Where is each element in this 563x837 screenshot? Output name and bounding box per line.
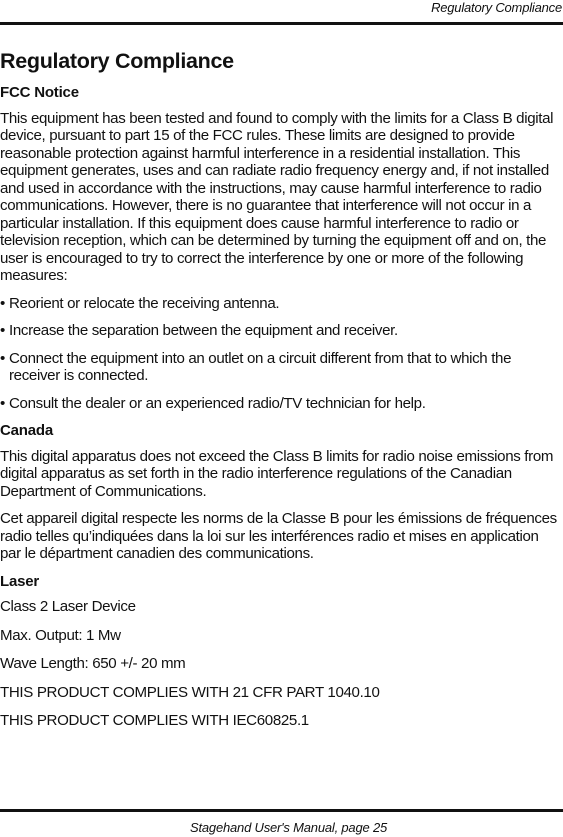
laser-line: THIS PRODUCT COMPLIES WITH 21 CFR PART 1040.10 — [0, 683, 380, 701]
fcc-heading: FCC Notice — [0, 84, 79, 101]
laser-heading: Laser — [0, 572, 40, 590]
bullet-text: Connect the equipment into an outlet on a circuit different from that to which the receiver is connected. — [9, 349, 512, 384]
page-title: Regulatory Compliance — [0, 49, 234, 73]
canada-paragraph-fr: Cet appareil digital respecte les norms de la Classe B pour les émissions de fréquences radio telles qu’indiquées dans la loi sur les interférences radio et mises en application par le départment canadien des communications. — [0, 510, 557, 562]
laser-line: Wave Length: 650 +/- 20 mm — [0, 655, 186, 672]
bullet-mark: • — [0, 322, 5, 339]
list-item — [0, 395, 560, 413]
bullet-text: Reorient or relocate the receiving antenna. — [9, 294, 280, 312]
list-item — [0, 350, 560, 385]
canada-heading: Canada — [0, 422, 53, 439]
running-header: Regulatory Compliance — [431, 0, 562, 15]
bullet-mark: • — [0, 294, 5, 312]
fcc-paragraph: This equipment has been tested and found to comply with the limits for a Class B digital device, pursuant to part 15 of the FCC rules. These limits are designed to provide reasonable protection against harmful interference in a residential installation. This equipment generates, uses and can radiate radio frequency energy and, if not installed and used in accordance with the instructions, may cause harmful interference to radio communications. However, there is no guarantee that interference will not occur in a particular installation. If this equipment does cause harmful interference to radio or television reception, which can be determined by turning the equipment off and on, the user is encouraged to try to correct the interference by one or more of the following measures: — [0, 109, 554, 284]
footer-rule — [0, 809, 563, 812]
header-rule — [0, 22, 563, 25]
list-item — [0, 295, 560, 313]
canada-paragraph-en: This digital apparatus does not exceed the Class B limits for radio noise emissions from digital apparatus as set forth in the radio interference regulations of the Canadian Department of Communications. — [0, 447, 554, 500]
document-body — [0, 48, 560, 741]
running-footer: Stagehand User's Manual, page 25 — [190, 820, 387, 835]
bullet-text: Consult the dealer or an experienced radio/TV technician for help. — [9, 394, 426, 412]
bullet-mark: • — [0, 394, 5, 412]
list-item — [0, 322, 560, 340]
laser-line: Max. Output: 1 Mw — [0, 626, 121, 644]
laser-line: Class 2 Laser Device — [0, 598, 136, 615]
bullet-mark: • — [0, 349, 5, 367]
laser-line: THIS PRODUCT COMPLIES WITH IEC60825.1 — [0, 712, 309, 729]
bullet-text: Increase the separation between the equipment and receiver. — [9, 322, 398, 339]
